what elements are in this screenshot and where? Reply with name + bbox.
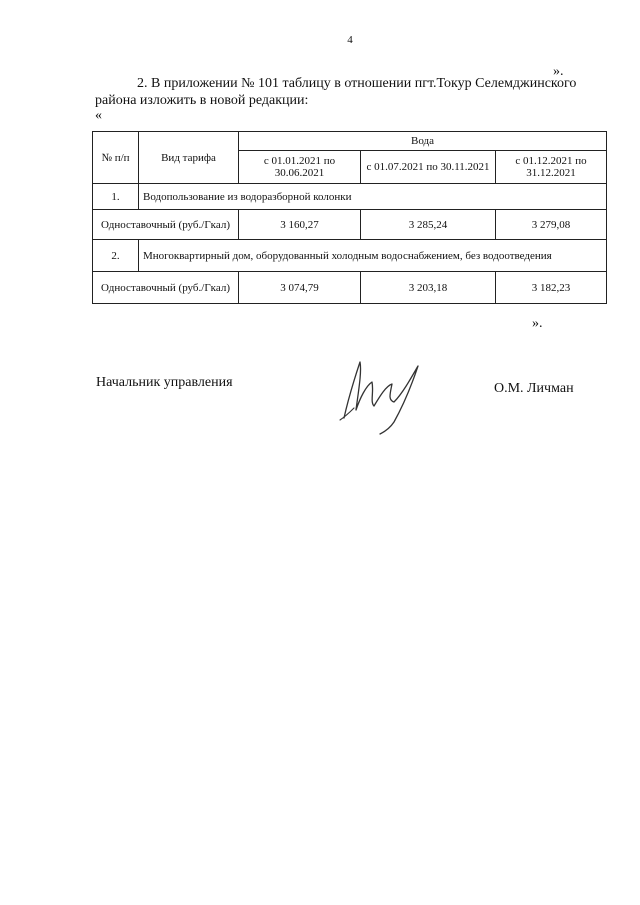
tariff-label: Одноставочный (руб./Гкал) xyxy=(93,210,239,240)
table-row xyxy=(93,240,607,272)
header-period-3: с 01.12.2021 по 31.12.2021 xyxy=(496,151,607,184)
tariff-value: 3 279,08 xyxy=(496,210,607,240)
tariff-label: Одноставочный (руб./Гкал) xyxy=(93,272,239,304)
opening-quote: « xyxy=(95,108,102,123)
section-title: Водопользование из водоразборной колонки xyxy=(139,184,607,210)
header-period-1: с 01.01.2021 по 30.06.2021 xyxy=(239,151,361,184)
tariff-value: 3 074,79 xyxy=(239,272,361,304)
table-row xyxy=(93,184,607,210)
signatory-name: О.М. Личман xyxy=(494,381,574,396)
table-row xyxy=(93,272,607,304)
paragraph-line-1: 2. В приложении № 101 таблицу в отношении пгт.Токур Селемджинского xyxy=(137,76,577,91)
tariff-value: 3 285,24 xyxy=(361,210,496,240)
closing-quote: ». xyxy=(532,316,543,331)
header-num: № п/п xyxy=(93,132,139,184)
signatory-position: Начальник управления xyxy=(96,375,233,390)
section-number: 2. xyxy=(93,240,139,272)
section-number: 1. xyxy=(93,184,139,210)
header-period-2: с 01.07.2021 по 30.11.2021 xyxy=(361,151,496,184)
handwritten-signature xyxy=(336,350,432,436)
section-title: Многоквартирный дом, оборудованный холодным водоснабжением, без водоотведения xyxy=(139,240,607,272)
tariff-value: 3 203,18 xyxy=(361,272,496,304)
tariff-value: 3 182,23 xyxy=(496,272,607,304)
tariff-table xyxy=(92,131,607,304)
table-row xyxy=(93,210,607,240)
header-water: Вода xyxy=(239,132,607,151)
tariff-value: 3 160,27 xyxy=(239,210,361,240)
page-number: 4 xyxy=(347,34,353,46)
closing-quote-top: ». xyxy=(553,64,564,79)
paragraph-line-2: района изложить в новой редакции: xyxy=(95,93,309,108)
header-tariff-type: Вид тарифа xyxy=(139,132,239,184)
